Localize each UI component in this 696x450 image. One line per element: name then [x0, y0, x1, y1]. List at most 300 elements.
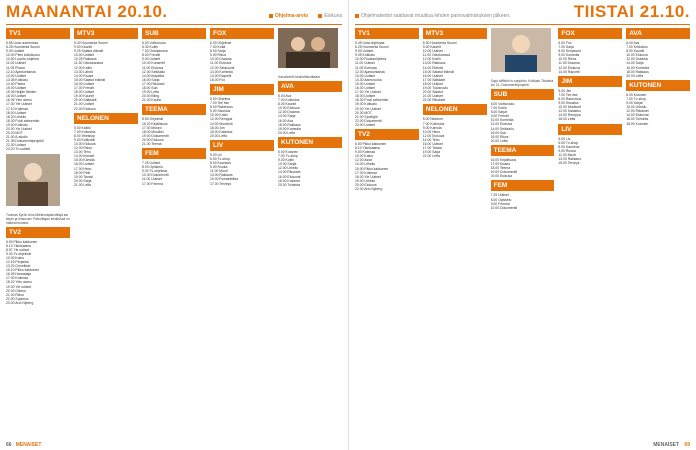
list-item: 11.00 Uutiset: [355, 61, 375, 66]
list-item: 16.00 Komedia: [626, 65, 649, 70]
list-item: 14.30 Aamuruoka: [355, 77, 382, 82]
list-item: 16.00 Uutiset: [422, 141, 443, 146]
channel-header-fox: FOX: [210, 28, 274, 39]
program-photo-icon: [491, 28, 551, 72]
list-item: 14.00 Sarja: [278, 114, 296, 119]
list-item: 9.00 Sarjat: [626, 101, 643, 106]
right-footer: [355, 442, 690, 448]
list-item: 17.00 Tanssi: [422, 146, 442, 151]
list-item: 10.00 Konsertit: [142, 61, 165, 66]
list-item: 10.00 Elokuva: [626, 53, 648, 58]
page-number: 66 MENAISET: [6, 442, 42, 448]
list-item: 19.00 Tanssi: [74, 174, 93, 179]
nav-item: Ohjelma-arvio: [269, 13, 308, 19]
channel-header-nelonen: NELONEN: [74, 113, 138, 124]
schedule-list: [423, 41, 487, 102]
list-item: 12.00 Seikkailu: [142, 69, 165, 74]
schedule-list: [74, 126, 138, 187]
header-rule: [6, 24, 342, 25]
list-item: 21.00 Uutiset: [74, 102, 94, 107]
column-tv1: [355, 28, 419, 438]
list-item: 16.00 Leffa: [558, 117, 576, 122]
list-item: 5.30 Huomenta Suomi: [74, 41, 108, 45]
channel-header-liv: LIV: [210, 140, 274, 151]
channel-header-tv1: TV1: [355, 28, 419, 39]
list-item: 9.05 Kotikatu: [355, 53, 375, 58]
list-item: 17.00 Yle Uutiset: [6, 102, 32, 107]
photo-block: [6, 154, 70, 225]
list-item: 18.00 Pelit: [74, 170, 91, 175]
list-item: 10.00 Uutiset: [422, 49, 443, 54]
list-item: 6.00 Voittoruutu: [142, 41, 166, 45]
channel-header-kutonen: KUTONEN: [626, 80, 690, 91]
list-item: 11.00 Uutiset: [6, 61, 26, 66]
list-item: 18.00 Rakkaus: [278, 122, 301, 127]
list-item: 13.00 Uutiset: [355, 73, 375, 78]
list-item: 11.00 Ostokanava: [422, 53, 451, 58]
list-item: 22.00 Arto Nyberg: [355, 187, 383, 191]
list-item: 14.00 Raportti: [558, 69, 580, 74]
list-item: 9.00 Kotimaa: [355, 150, 375, 155]
list-item: 20.00 Leffa: [490, 138, 508, 143]
list-item: 16.00 Uutiset: [74, 81, 94, 86]
list-item: 16.00 Sub: [490, 130, 507, 135]
schedule-list: [142, 41, 206, 102]
list-item: 17.00 Salkkarit: [422, 77, 446, 82]
schedule-list: [74, 41, 138, 111]
list-item: 23.20 Tv-uutiset: [6, 147, 31, 152]
list-item: 18.20 Ylen aamu: [6, 280, 32, 285]
list-item: 13.00 Uutiset: [6, 73, 26, 78]
list-item: 5.30 Huomenta Suomi: [422, 41, 457, 45]
list-item: 18.00 Teema: [490, 166, 511, 171]
list-item: 21.00 Kauhu: [142, 98, 162, 103]
list-item: 8.00 Rakennus: [210, 105, 233, 110]
list-item: 9.00 Rikos: [210, 53, 227, 58]
list-item: 21.35 Dokumenttiprojekti: [6, 139, 44, 144]
list-item: 20.00 Oikeus: [6, 288, 26, 293]
list-item: 23.00 Arto Nyberg: [6, 300, 34, 305]
list-item: 8.00 Kauniit: [278, 102, 296, 107]
list-item: 9.00 Ruoka: [210, 165, 228, 170]
channel-header-fox: FOX: [558, 28, 622, 39]
schedule-list: [142, 161, 206, 186]
list-item: 10.00 Dokumentti: [490, 205, 518, 210]
list-item: 14.00 Teho: [422, 137, 440, 142]
list-item: 10.00 Himo: [422, 129, 441, 134]
list-item: 15.00 Romantiikka: [210, 177, 239, 182]
list-item: 18.00 Yle Uutiset: [355, 174, 381, 179]
list-item: 5.45 Uuta ohjelmaa: [355, 41, 385, 45]
list-item: 20.20 MOT: [6, 131, 23, 136]
nav-note: [355, 13, 511, 19]
list-item: 8.00 Kauneus: [558, 144, 580, 149]
list-item: 18.30 Puoli seitsemän: [6, 118, 40, 123]
list-item: 17.00 Museo: [142, 125, 162, 130]
channel-header-sub: SUB: [491, 89, 555, 100]
list-item: 19.00 Kauniit: [74, 94, 94, 99]
list-item: 5.00 Nelonen: [422, 117, 443, 122]
list-item: 9.00 Uutiset: [6, 49, 25, 54]
list-item: 7.25 Uutiset: [142, 161, 161, 166]
list-item: 12.00 Rikokset: [626, 109, 649, 114]
list-item: 18.00 Uutiset: [355, 94, 375, 99]
list-item: 14.00 Moottorit: [210, 121, 233, 126]
list-item: 11.00 Muoti: [558, 152, 576, 157]
list-item: 18.30 Puoli seitsemän: [355, 98, 389, 103]
list-item: 20.00 Yle Uutiset: [355, 106, 381, 111]
list-item: 20.00 Salatut: [422, 90, 443, 95]
list-item: 11.00 Uutiset: [142, 177, 162, 182]
list-item: 10.00 Elokuva: [278, 106, 300, 111]
list-item: 9.00 Uutiset: [142, 57, 161, 62]
list-item: 10.00 Moottorit: [558, 105, 582, 110]
list-item: 7.00 Tee itse: [210, 101, 230, 106]
schedule-list: [626, 93, 690, 126]
list-item: 12.00 Rikos: [74, 146, 92, 151]
list-item: 17.00 Museo: [490, 162, 511, 167]
list-item: 6.25 Huomenta Suomi: [6, 45, 40, 50]
list-item: 14.00 Urheilu: [355, 162, 376, 167]
list-item: 10.00 Komedia: [490, 118, 514, 123]
list-item: 6.00 Kutonen: [626, 92, 647, 97]
list-item: 15.00 Terveys: [558, 161, 580, 166]
list-item: 20.00 Leffa: [278, 130, 295, 135]
list-item: 9.00 Kahvila: [422, 125, 442, 130]
list-item: 16.00 Uutiset: [355, 86, 375, 91]
list-item: 16.20 Kirjallisuus: [142, 121, 168, 126]
list-item: 12.00 Simpsonit: [210, 65, 235, 70]
list-item: 20.00 Yle Uutiset: [6, 126, 32, 131]
list-item: 7.00 Sarja: [558, 45, 574, 50]
schedule-list: [558, 41, 622, 74]
list-item: 11.05 Kotimaa: [355, 65, 377, 70]
list-item: 12.00 Kotiin: [74, 65, 92, 70]
list-item: 9.00 Ruoka: [558, 148, 576, 153]
list-item: 14.00 Elämät: [422, 65, 443, 70]
channel-header-mtv3: MTV3: [423, 28, 487, 39]
schedule-list: [491, 102, 555, 143]
list-item: 18.00 Musiikki: [142, 129, 164, 134]
list-item: 18.00 Kutonen: [278, 178, 301, 183]
list-item: 18.00 Uutiset: [74, 90, 94, 95]
list-item: 16.00 Toiminta: [626, 117, 649, 122]
list-item: 20.00 Bling: [142, 94, 159, 99]
schedule-list: [626, 41, 690, 78]
schedule-list: [491, 193, 555, 209]
list-item: 6.00 Fox: [558, 41, 572, 45]
list-item: 16.00 Sarja: [142, 77, 160, 82]
list-item: 19.00 Komedia: [278, 126, 301, 131]
list-item: 9.00 Sisustus: [210, 109, 231, 114]
list-item: 17.10 Kotimaa: [6, 106, 28, 111]
list-item: 19.00 Urheilu: [355, 178, 376, 183]
channel-header-jim: JIM: [558, 76, 622, 87]
list-item: 9.25 Salatut elämät: [74, 49, 104, 54]
header-rule: [355, 24, 690, 25]
schedule-list: [355, 41, 419, 127]
list-item: 11.00 Draama: [558, 61, 580, 66]
list-item: 16.00 Uutiset: [6, 94, 26, 99]
list-item: 20.00 Elokuva: [142, 137, 164, 142]
list-item: 7.00 Ostokanava: [142, 49, 168, 54]
list-item: 17.00 Femma: [142, 181, 163, 186]
list-item: 19.00 Dokumentti: [142, 133, 169, 138]
list-item: 17.00 Rikokset: [142, 81, 165, 86]
page-date: TIISTAI 21.10.: [573, 2, 690, 21]
list-item: 12.00 Kalastus: [558, 109, 581, 114]
list-item: 15.05 Neljän tähden: [6, 90, 37, 95]
nav-item: Ohjelmatiedot saattavat muuttua lehden painovalmistuksen jälkeen.: [355, 13, 511, 19]
list-item: 8.00 Rakennus: [558, 96, 582, 101]
column-sub: [491, 28, 555, 438]
right-masthead: [349, 0, 696, 24]
list-item: 20.00 Toiminta: [278, 182, 300, 187]
list-item: 14.00 Ihmiset: [74, 154, 95, 159]
list-item: 17.00 Kotimaa: [6, 276, 28, 281]
list-item: 23.00 Uutiset: [355, 122, 375, 127]
list-item: 5.00 Liv: [210, 152, 222, 157]
column-tv1: [6, 28, 70, 438]
list-item: 13.00 Teho: [74, 150, 91, 155]
list-item: 7.00 Kotia: [210, 45, 226, 50]
list-item: 20.00 Sarja: [74, 178, 92, 183]
list-item: 14.00 Ruoka: [74, 73, 94, 78]
schedule-list: [278, 94, 342, 135]
column-ava: [278, 28, 342, 438]
list-item: 7.00 Kotiostos: [74, 129, 96, 134]
list-item: 20.00 Salkkarit: [74, 98, 97, 103]
list-item: 14.00 Raportti: [210, 73, 232, 78]
list-item: 13.00 Rakkaus: [210, 173, 233, 178]
list-item: 19.00 Sarja: [422, 150, 441, 155]
list-item: 20.00 Elokuva: [490, 174, 513, 179]
list-item: 18.00 Sub: [142, 86, 158, 91]
channel-header-ava: AVA: [626, 28, 690, 39]
right-page: [348, 0, 696, 450]
list-item: 11.30 Ostoskanava: [74, 61, 103, 66]
list-item: 8.00 Opiskelu: [142, 165, 163, 170]
list-item: 5.55 Uuta uumenissa: [6, 41, 39, 45]
schedule-list: [278, 150, 342, 187]
right-columns: [355, 28, 690, 438]
column-sub: [142, 28, 206, 438]
list-item: 21.00 Teema: [142, 141, 162, 146]
list-item: 10.00 Elokuva: [74, 141, 96, 146]
list-item: 5.00 Jim: [558, 88, 572, 93]
list-item: 10.00 Draama: [210, 57, 232, 62]
list-item: 15.10 Pikku kakkonen: [6, 268, 40, 273]
channel-header-nelonen: NELONEN: [423, 104, 487, 115]
list-item: 20.00 Leffa: [626, 73, 644, 78]
schedule-list: [491, 158, 555, 178]
column-fox: [210, 28, 274, 438]
list-item: 18.00 Rakkaus: [626, 69, 649, 74]
list-item: 22.30 Uutiset: [6, 143, 26, 148]
list-item: 7.00 Tv-shop: [278, 154, 298, 159]
list-item: 14.00 Remppa: [558, 113, 581, 118]
list-item: 7.25 Uutiset: [490, 193, 509, 198]
photo-caption: Kanahotelli keskiviikkoiltaisin: [278, 75, 321, 79]
list-item: 15.00 Pikku kakkonen: [355, 166, 389, 171]
photo-caption: Sujut siiffisiin tv-sarjoihin. Kotikatu Tiistaina klo 21. Dokumenttiprojekti.: [490, 79, 554, 87]
channel-header-tv1: TV1: [6, 28, 70, 39]
column-mtv3: [74, 28, 138, 438]
schedule-list: [355, 142, 419, 191]
list-item: 9.00 Frendit: [490, 114, 509, 119]
program-photo-icon: [278, 28, 338, 68]
list-item: 10.00 Kaino: [355, 154, 374, 159]
bullet-icon: [269, 14, 273, 18]
channel-header-teema: TEEMA: [142, 104, 206, 115]
list-item: 12.00 Elokuva: [490, 122, 513, 127]
list-item: 22.00 Elokuva: [74, 106, 96, 111]
list-item: 5.00 Liv: [558, 136, 571, 141]
list-item: 18.00 Rikos: [490, 134, 509, 139]
list-item: 14.40 Pisara: [6, 81, 26, 86]
list-item: 10.00 Dokumentti: [142, 173, 169, 178]
list-item: 8.00 Teleshop: [74, 133, 96, 138]
list-item: 19.00 Tulosruutu: [422, 86, 449, 91]
list-item: 12.15 Perjantai: [6, 260, 29, 264]
list-item: 8.57 Yle uutiset: [6, 247, 30, 252]
channel-header-liv: LIV: [558, 124, 622, 135]
list-item: 10.00 Uutiset: [74, 53, 94, 58]
list-item: 9.00 Sisustus: [558, 101, 579, 106]
list-item: 8.00 Opiskelu: [490, 197, 512, 202]
list-item: 9.00 Komedia: [558, 53, 580, 58]
list-item: 21.00 A-studio: [6, 135, 28, 140]
list-item: 8.00 Sarja: [210, 49, 226, 54]
photo-caption: Tuomas Kyrön teos Mielensäpahoittaja sai kirjan ja elokuvan. Pahoittajan keskiössä on haikeat muistot.: [6, 212, 70, 225]
list-item: 17.00 Himo: [74, 166, 92, 171]
list-item: 10.00 Kokki: [210, 113, 228, 118]
list-item: 6.50 Pikku kakkonen: [6, 239, 38, 244]
schedule-list: [423, 117, 487, 158]
list-item: 12.00 Urheilu: [278, 166, 299, 171]
photo-block-2: [278, 28, 342, 79]
list-item: 21.00 Uutiset: [422, 94, 443, 99]
list-item: 13.00 Rakkaus: [558, 156, 582, 161]
list-item: 17.00 Frendit: [74, 86, 94, 91]
list-item: 6.25 Huomenta Suomi: [355, 45, 389, 50]
list-item: 10.00 Urheilu: [626, 105, 647, 110]
list-item: 6.00 Ava: [278, 94, 292, 98]
channel-header-teema: TEEMA: [491, 145, 555, 156]
list-item: 18.00 Kutonen: [626, 121, 649, 126]
list-item: 9.00 Kotiin: [278, 158, 295, 163]
list-item: 5.00 Ohjelma: [210, 96, 231, 101]
list-item: 19.00 Kotikatu: [6, 122, 28, 127]
list-item: 9.00 Tv-ohjelmat: [6, 251, 32, 256]
nav-legend: [269, 13, 342, 19]
list-item: 12.10 Ajankohtaista: [6, 69, 36, 74]
list-item: 17.00 Terveys: [210, 181, 232, 186]
list-item: 6.00 Ohjelmat: [210, 41, 232, 45]
list-item: 14.00 Sarja: [626, 61, 644, 66]
list-item: 13.00 Rakkaus: [422, 61, 446, 66]
channel-header-fem: FEM: [142, 148, 206, 159]
list-item: 16.00 Uutiset: [422, 73, 443, 78]
list-item: 12.00 Draama: [626, 57, 648, 62]
list-item: 14.00 Elokuvat: [626, 113, 649, 118]
list-item: 15.00 Uutiset: [6, 86, 26, 91]
page-date: MAANANTAI 20.10.: [6, 2, 168, 21]
list-item: 15.00 Uutiset: [355, 81, 375, 86]
list-item: 6.00 Ava: [626, 41, 640, 45]
program-photo-icon: [6, 154, 60, 206]
list-item: 6.00 Kutonen: [278, 149, 299, 154]
list-item: 7.00 Kotiostos: [278, 98, 300, 103]
list-item: 6.30 Kotiin: [142, 45, 159, 50]
list-item: 20.00 Leffa: [210, 133, 227, 138]
list-item: 10.00 Ruokaohjelma: [355, 57, 387, 62]
list-item: 8.10 Ykkösaamu: [355, 146, 381, 151]
list-item: 12.00 Elokuva: [558, 65, 580, 70]
list-item: 9.00 Kauniit: [422, 45, 441, 50]
list-item: 11.00 Elokuva: [142, 65, 164, 70]
list-item: 14.00 Seikkailu: [490, 126, 514, 131]
left-columns: [6, 28, 342, 438]
list-item: 16.00 Fox: [210, 77, 226, 82]
list-item: 16.00 Elokuvat: [278, 174, 301, 179]
nav-item: Elokuva: [318, 13, 342, 19]
list-item: 8.10 Ykkösaamu: [6, 243, 32, 248]
list-item: 19.00 Kotikatu: [355, 102, 377, 107]
list-item: 5.50 Ohjelmat: [142, 117, 164, 122]
list-item: 20.00 Elokuva: [355, 182, 377, 187]
list-item: 7.00 Tee itse: [558, 92, 578, 97]
list-item: 17.00 Yle Uutiset: [355, 90, 381, 95]
list-item: 12.00 Asiat: [355, 158, 372, 163]
schedule-list: [558, 137, 622, 166]
list-item: 10.25 Rakkaus: [74, 57, 97, 62]
list-item: 10.00 Sarjat: [278, 162, 297, 167]
list-item: 7.00 Kotiostos: [626, 45, 648, 50]
list-item: 13.30 Lähiöt: [74, 69, 93, 74]
list-item: 18.00 Uutiset: [422, 81, 443, 86]
list-item: 16.05 Harrastaja: [6, 272, 32, 277]
list-item: 22.00 Sopimus: [6, 296, 29, 301]
list-item: 16.00 Uutiset: [74, 162, 94, 167]
list-item: 18.00 Uutiset: [6, 110, 26, 115]
list-item: 18.00 Kalastus: [210, 129, 233, 134]
list-item: 7.00 Tv-shop: [626, 96, 646, 101]
schedule-list: [210, 153, 274, 186]
list-item: 15.00 Salatut elämät: [422, 69, 454, 74]
channel-header-sub: SUB: [142, 28, 206, 39]
channel-header-fem: FEM: [491, 180, 555, 191]
list-item: 18.20 Urheilu: [6, 114, 27, 119]
list-item: 10.00 Pieni kokkikoulu: [6, 53, 40, 58]
channel-header-tv2: TV2: [355, 129, 419, 140]
column-ava: [626, 28, 690, 438]
list-item: 22.00 Dokumentti: [355, 118, 382, 123]
column-mtv3: [423, 28, 487, 438]
list-item: 6.00 Tv-shop: [210, 156, 230, 161]
list-item: 7.00 Kotiin: [490, 106, 507, 111]
list-item: 21.00 Leffa: [74, 182, 91, 187]
schedule-list: [6, 41, 70, 152]
list-item: 12.00 Draama: [278, 110, 300, 115]
schedule-list: [210, 97, 274, 138]
list-item: 13.00 Komedia: [210, 69, 233, 74]
list-item: 9.00 Uutiset: [355, 49, 374, 54]
list-item: 10.00 Kaino: [6, 255, 25, 260]
list-item: 21.00 Rikos: [6, 292, 24, 297]
list-item: 13.20 Onnelliset: [6, 264, 31, 269]
list-item: 16.00 Jim: [210, 125, 225, 130]
